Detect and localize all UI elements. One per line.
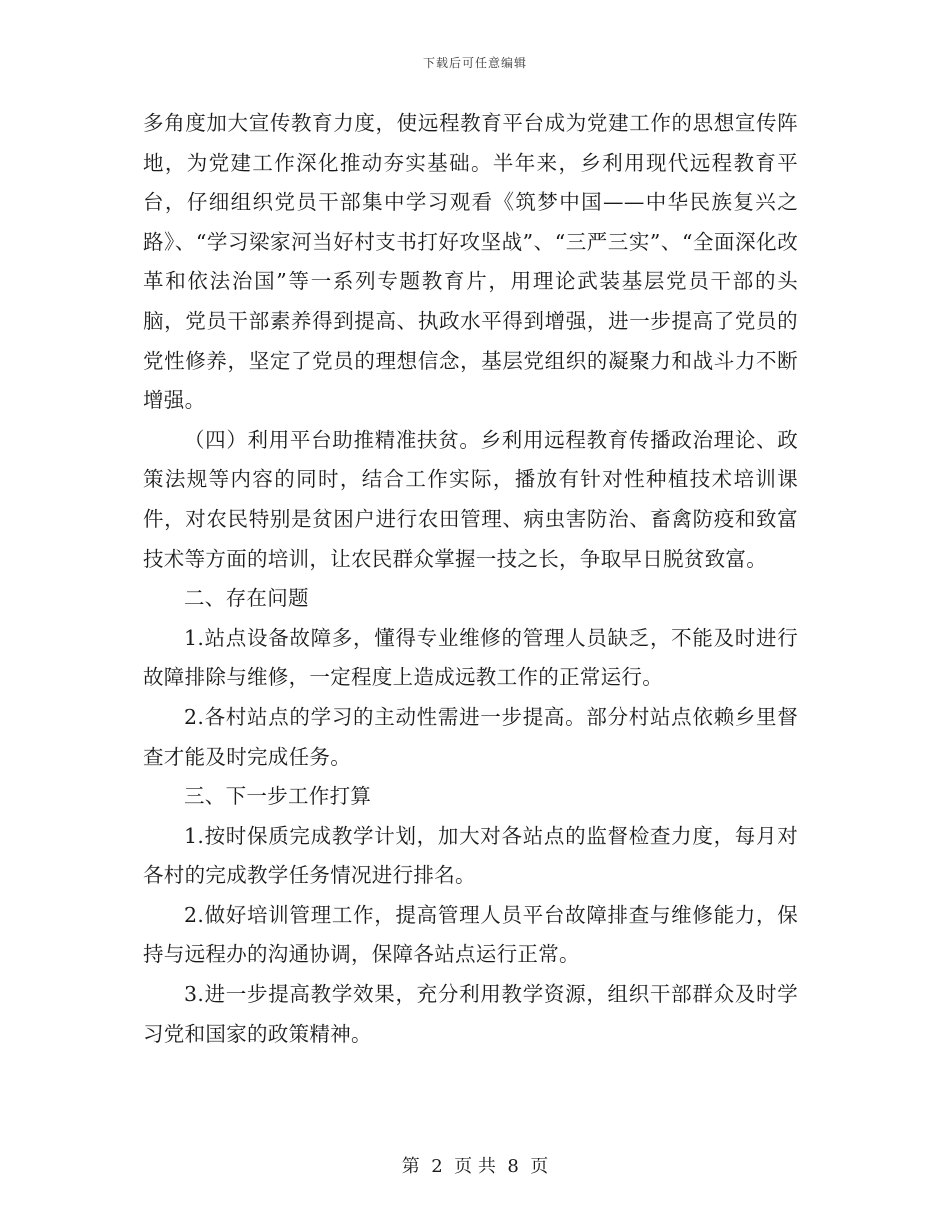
plan-item-3: 3.进一步提高教学效果，充分利用教学资源，组织干部群众及时学习党和国家的政策精神。	[143, 982, 798, 1046]
section-heading-problems: 二、存在问题	[184, 586, 309, 611]
footer-prefix: 第	[401, 1156, 426, 1177]
plan-item-1: 1.按时保质完成教学计划，加大对各站点的监督检查力度，每月对各村的完成教学任务情况进行排名。	[143, 823, 798, 888]
page-footer	[0, 1152, 950, 1178]
current-page-number: 2	[431, 1156, 449, 1177]
footer-middle: 页 共	[454, 1156, 502, 1177]
page-header: 下载后可任意编辑	[422, 56, 527, 70]
document-body	[143, 104, 798, 1054]
paragraph-poverty-alleviation: （四）利用平台助推精准扶贫。乡利用远程教育传播政治理论、政策法规等内容的同时，结合工作实际，播放有针对性种植技术培训课件，对农民特别是贫困户进行农田管理、病虫害防治、畜禽防疫和致富技术等方面的培训，让农民群众掌握一技之长，争取早日脱贫致富。	[143, 427, 798, 571]
total-page-count: 8	[507, 1156, 525, 1177]
section-heading-next-steps: 三、下一步工作打算	[184, 784, 372, 809]
plan-item-2: 2.做好培训管理工作，提高管理人员平台故障排查与维修能力，保持与远程办的沟通协调，保障各站点运行正常。	[143, 902, 798, 967]
problem-item-2: 2.各村站点的学习的主动性需进一步提高。部分村站点依赖乡里督查才能及时完成任务。	[143, 704, 798, 769]
problem-item-1: 1.站点设备故障多，懂得专业维修的管理人员缺乏，不能及时进行故障排除与维修，一定程度上造成远教工作的正常运行。	[143, 625, 798, 690]
paragraph-propaganda: 多角度加大宣传教育力度，使远程教育平台成为党建工作的思想宣传阵地，为党建工作深化推动夯实基础。半年来，乡利用现代远程教育平台，仔细组织党员干部集中学习观看《筑梦中国——中华民族复兴之路》、“学习梁家河当好村支书打好攻坚战”、“三严三实”、“全面深化改革和依法治国”等一系列专题教育片，用理论武装基层党员干部的头脑，党员干部素养得到提高、执政水平得到增强，进一步提高了党员的党性修养，坚定了党员的理想信念，基层党组织的凝聚力和战斗力不断增强。	[143, 111, 798, 413]
footer-suffix: 页	[530, 1156, 549, 1177]
